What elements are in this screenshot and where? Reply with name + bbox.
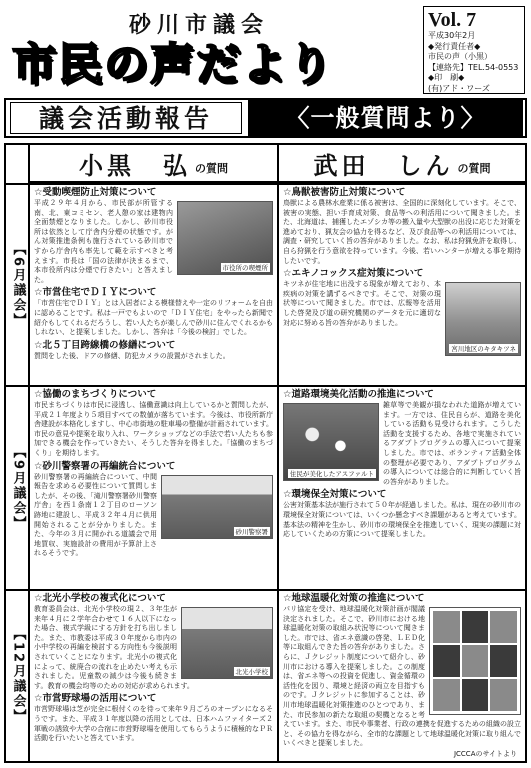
question-body: 市営野球場は芝が完全に根付くのを待って来年９月ごろのオープンになるそうです。また、平成３１年度以降の活用としては、日本ハムファイターズ２軍戦の誘致や大学の合宿に市営野球場を使用してもらうように積極的なＰＲ活動を行いたいと答えています。 xyxy=(34,705,273,743)
image-tile xyxy=(462,679,489,711)
photo-caption: 砂川警察署 xyxy=(235,527,268,536)
printer-label: ◆印 刷◆ xyxy=(428,73,465,82)
issue-info-box xyxy=(423,6,525,94)
question-title: ☆道路環境美化活動の推進について xyxy=(283,389,434,400)
photo-caption: JCCCAのサイトより xyxy=(453,750,517,758)
question-title: ☆協働のまちづくりについて xyxy=(34,389,157,400)
column-suffix: の質問 xyxy=(195,162,228,175)
takeda-june-cell xyxy=(279,185,525,385)
printer-name: (有)アド・ワーズ xyxy=(428,83,490,93)
photo-caption: 市役所の喫煙所 xyxy=(222,264,268,272)
oguro-december-cell xyxy=(30,591,277,761)
takeda-september-cell xyxy=(279,387,525,589)
contact-phone: 【連絡先】TEL.54-0553 xyxy=(428,62,519,72)
volume-number: Vol. 7 xyxy=(428,9,477,31)
publisher-name: 市民の声（小黒） xyxy=(428,52,492,61)
question-body: 公害対策基本法が施行されて５０年が経過しました。私は、現在の砂川市の環境保全対策については、いくつか懸念すべき課題があると考えています。基本法の精神を生かし、砂川市の環境保全を推進していく、現実の課題に対応していくための方策について提案しました。 xyxy=(283,501,521,539)
month-label-june: 【6月議会】 xyxy=(10,241,26,329)
question-body: 質問をした後、ドアの修繕、防犯カメラの設置がされました。 xyxy=(34,351,230,360)
question-body: キツネが住宅地に出没する現象が増えており、本疾病の対策を講ずるべきです。そこで、対策の現状等について聞きました。市では、広報等を活用した啓発及び道の研究機関のデータを元に適切な対応に努める旨の答弁がありました。 xyxy=(283,280,441,327)
fox-photo xyxy=(445,282,521,356)
image-tile xyxy=(433,611,460,643)
issue-date: 平成30年2月 xyxy=(428,31,476,40)
image-tile xyxy=(490,679,517,711)
question-title: ☆市営野球場の活用について xyxy=(34,693,157,705)
photo-caption: 宮川地区のキタキツネ xyxy=(451,345,516,354)
councillor-name: 武田 しん xyxy=(313,151,454,180)
question-title: ☆北光小学校の複式化について xyxy=(34,593,166,604)
question-body: 「市営住宅でＤＩＹ」とは入居者による模様替えや一定のリフォームを自由に認めることです。私は一戸でもよいので「ＤＩＹ住宅」をやったら新聞で紹介もしてくれるだろうし、若い人たちが楽しんで砂川に住んでくれるかもしれない、と提案しました。しかし、答弁は「今後の検討」でした。 xyxy=(34,299,273,337)
column-header-oguro xyxy=(30,145,277,183)
question-title: ☆環境保全対策について xyxy=(283,489,387,501)
image-tile xyxy=(462,611,489,643)
photo-caption: 北光小学校 xyxy=(235,668,268,676)
column-suffix: の質問 xyxy=(457,162,491,175)
question-title: ☆エキノコックス症対策について xyxy=(283,268,424,280)
takeda-december-cell xyxy=(279,591,525,761)
newsletter-subtitle: 砂川市議会 xyxy=(128,12,269,38)
column-header-takeda xyxy=(279,145,525,183)
councillor-name: 小黒 弘 xyxy=(79,151,191,180)
month-label-september: 【9月議会】 xyxy=(10,444,26,532)
questions-grid xyxy=(4,143,527,763)
month-label-december: 【12月議会】 xyxy=(10,627,26,725)
image-tile xyxy=(433,645,460,677)
image-tile xyxy=(490,611,517,643)
publisher-label: ◆発行責任者◆ xyxy=(428,41,481,51)
newsletter-title: 市民の声だより xyxy=(12,39,334,90)
oguro-june-cell xyxy=(30,185,277,385)
question-body: 雑草等で美観が損なわれた道路が増えています。一方では、住民自らが、道路を美化している活動も見受けられます。こうした活動を支援するため、各地で実施されているアダプトプログラムの導入について提案しました。市では、ボランティア活動全体の整理が必要であり、アダプトプログラムの導入については総合的に判断していく旨の答弁がありました。 xyxy=(383,401,521,486)
question-body: 教育委員会は、北光小学校の現２、３年生が来年４月に２学年合わせて１６人以下になった場合、複式学級にする方針を打ち出しました。また、市教委は平成３０年度から市内の小中学校の再編を検討する方向性も今後説明されていくことになります。北光小の複式化によって、統廃合の流れを止めたい考えも示されました。児童数の減少は今後も続きます。教育の機会均等のための対応が求められます。 xyxy=(34,605,194,690)
section-banner xyxy=(4,98,527,138)
question-body: パリ協定を受け、地球温暖化対策計画が閣議決定されました。そこで、砂川市における地球温暖化対策の取組み状況等について聞きました。市では、省エネ意識の啓発、ＬＥＤ化等に取組んできた旨の答弁がありました。さらに、Ｊクレジット制度について紹介し、砂川市における導入を提案しました。この制度は、省エネ等への投資を促進し、資金循環の活性化を図り、環境と経済の両立を目指すものです。Ｊクレジットに参加することは、砂川市地球温暖化対策推進のひとつであり、また、市民参加の新たな取組の契機となると考えています。また、市民や事業者、行政の連携を促進するための組織の設立と、その協力を得ながら、全市的な課題として地球温暖化対策に取り組んでいくべきと提案しました。 xyxy=(283,605,521,748)
image-tile xyxy=(490,645,517,677)
banner-activity-report: 議会活動報告 xyxy=(10,102,242,134)
question-body: 鳥獣による農林水産業に係る被害は、全国的に深刻化しています。そこで、被害の実態、担い手育成対策、食品等への利活用について聞きました。また、北海道は、捕獲したエゾシカ等の搬入量や大型獣の出没に応じた対策を進めており、猟友会の協力を得るなど、及び食品等への利活用については、調査・研究していく旨の答弁がありました。なお、私は狩猟免許を取得し、自ら狩猟を行う意欲を持っています。今後、若いハンターが増える事を期待したいです。 xyxy=(283,199,521,265)
question-title: ☆受動喫煙防止対策について xyxy=(34,187,157,198)
masthead xyxy=(4,4,527,96)
jccca-website-image xyxy=(429,607,521,715)
police-station-photo xyxy=(161,475,273,539)
question-title: ☆砂川警察署の再編統合について xyxy=(34,460,176,472)
question-body: 平成２９年４月から、市民部が所管する南、北、東コミセン、老人憩の家は建物内全面禁煙となりました。しかし、砂川市役所は依然として庁舎内分煙の状態です。がん対策推進条例も施行されている砂川市ですから庁舎内も率先して範を示すべきと考えます。市長は「国の法律が決まるまで、本市役所内は分煙で行きたい」と答えました。 xyxy=(34,199,173,284)
question-title: ☆地球温暖化対策の推進について xyxy=(283,593,425,604)
question-title: ☆鳥獣被害防止対策について xyxy=(283,187,406,198)
question-title: ☆市営住宅でＤＩＹについて xyxy=(34,287,157,299)
question-body: 市民まちづくりは市民に浸透し、協働意識は向上しているかと質問したが、平成２１年度より５項目すべての数値が落ちています。今後は、市役所新庁舎建設が本格化しますし、中心市街地の駐車場の整備が計画されています。市民の意見や提案を取り入れ、ワークショップなどの手法で若い人たちも参加できる機会を作っていきたい、そうした答弁を得ました。「協働のまちづくり」を期待します。 xyxy=(34,401,273,457)
image-tile xyxy=(433,679,460,711)
oguro-september-cell xyxy=(30,387,277,589)
roadside-flowers-photo xyxy=(283,403,379,481)
image-tile xyxy=(462,645,489,677)
banner-general-questions: 〈一般質問より〉 xyxy=(248,100,523,136)
smoking-area-photo xyxy=(177,201,273,275)
photo-caption: 住民が美化したアスファルト xyxy=(289,470,374,478)
question-body: 砂川警察署の再編統合について、中間報告を求める必要性について質問しましたが、その後、「滝川警察署砂川警察庁舎」を西１条南１２丁目のローソン跡地に建設し、平成３２年４月に供用開始されることが分かりました。また、今年の３月に開かれる道議会で用地買収、実施設計の費用が予算計上されるそうです。 xyxy=(34,472,157,558)
question-title: ☆北５丁目跨線橋の修繕について xyxy=(34,339,176,351)
hokko-school-photo xyxy=(181,607,273,679)
